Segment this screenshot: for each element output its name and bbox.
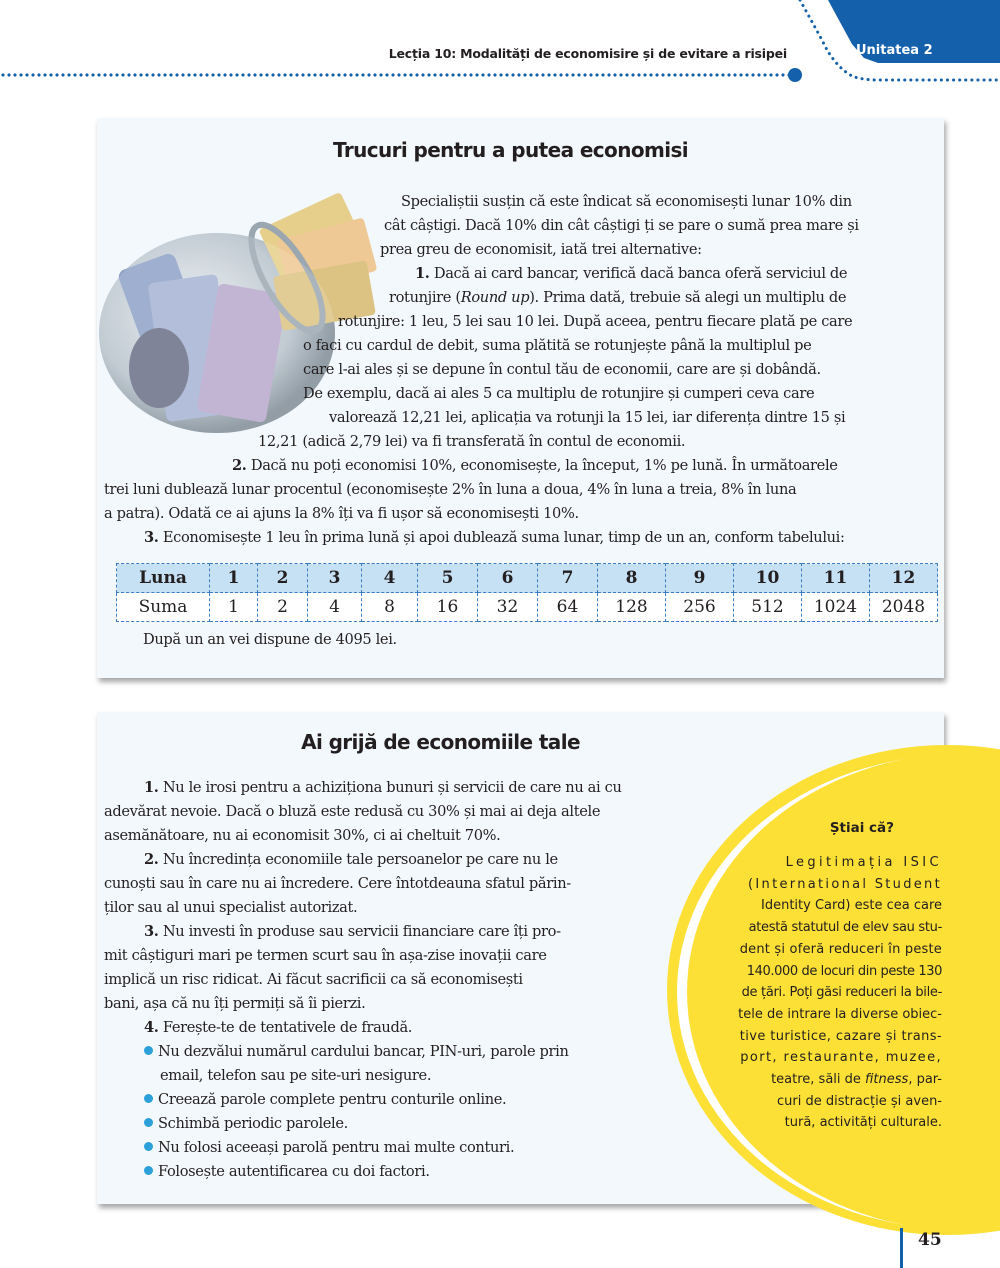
callout-line: (International Student [748,876,942,892]
tips-item-2-line-3: a patra). Odată ce ai ajuns la 8% îți va fi ușor să economisești 10%. [104,505,579,522]
text-span: , par- [908,1072,942,1088]
callout-line: tive turistice, cazare și trans- [739,1028,942,1044]
unit-label: Unitatea 2 [856,43,933,58]
month-cell: 8 [598,564,666,593]
month-cell: 9 [666,564,734,593]
callout-line [690,1069,942,1091]
care-item-3-line-4: bani, așa că nu îți permiți să îi pierzi. [104,995,366,1012]
page-number: 45 [918,1230,942,1250]
tips-line-1: Specialiștii susțin că este îndicat să economisești lunar 10% din [401,193,852,210]
tips-item-1-line-8: 12,21 (adică 2,79 lei) va fi transferată în contul de economii. [258,433,686,450]
tips-item-3-line-1 [144,526,845,550]
bullet-icon [144,1118,153,1127]
month-cell: 3 [308,564,362,593]
callout-title [700,820,940,836]
tips-item-2-line-2: trei luni dublează lunar procentul (economisește 2% în luna a doua, 4% în luna a treia, 8% în luna [104,481,797,498]
tips-line-2: cât câștigi. Dacă 10% din cât câștigi ți se pare o sumă prea mare și [384,217,859,234]
care-item-4-number: 4. [144,1019,159,1036]
care-item-3-line-1 [144,920,561,944]
amount-cell: 128 [598,593,666,622]
fraud-bullet-5 [144,1160,430,1184]
row-header-amount: Suma [117,593,210,622]
tips-item-1-line-4: o faci cu cardul de debit, suma plătită se rotunjește până la multiplul pe [303,337,812,354]
tips-title: Trucuri pentru a putea economisi [332,138,689,162]
amount-cell: 2048 [870,593,938,622]
care-item-4-line-1 [144,1016,412,1040]
callout-line: curi de distracție și aven- [777,1093,942,1109]
tips-item-2-text: Dacă nu poți economisi 10%, economisește, la început, 1% pe lună. În următoarele [250,457,838,474]
tips-line-3: prea greu de economisit, iată trei alternative: [380,241,702,258]
tips-item-1-line-3: rotunjire: 1 leu, 5 lei sau 10 lei. După aceea, pentru fiecare plată pe care [338,313,853,330]
bullet-icon [144,1094,153,1103]
text-span: teatre, săli de [771,1072,866,1088]
amount-cell: 8 [362,593,418,622]
callout-line: tele de intrare la diverse obiec- [738,1006,942,1022]
care-item-2-line-1 [144,848,558,872]
amount-cell: 32 [478,593,538,622]
care-item-1-number: 1. [144,779,159,796]
row-header-month: Luna [117,564,210,593]
tips-item-1-line-6: De exemplu, dacă ai ales 5 ca multiplu de rotunjire și cumperi ceva care [303,385,815,402]
tips-card [97,118,944,678]
tips-item-3-number: 3. [144,529,159,546]
month-cell: 2 [258,564,308,593]
callout-line: tură, activități culturale. [784,1115,942,1131]
tips-item-1-text: Dacă ai card bancar, verifică dacă banca oferă serviciul de [433,265,848,282]
tips-item-1-number: 1. [415,265,430,282]
callout-line: dent și oferă reduceri în peste [739,941,942,957]
care-item-4-text: Ferește-te de tentativele de fraudă. [162,1019,413,1036]
callout-text [690,852,942,1134]
text-span: ). Prima dată, trebuie să alegi un multiplu de [529,289,847,306]
bullet-text: Schimbă periodic parolele. [158,1115,348,1132]
care-item-1-line-1 [144,776,622,800]
bullet-text: Nu folosi aceeași parolă pentru mai multe conturi. [158,1139,515,1156]
tips-item-2-line-1 [232,454,838,478]
care-item-2-number: 2. [144,851,159,868]
amount-cell: 64 [538,593,598,622]
amount-cell: 1 [210,593,258,622]
tips-item-1-line-2 [389,286,846,310]
fraud-bullet-4 [144,1136,514,1160]
care-item-1-text: Nu le irosi pentru a achiziționa bunuri și servicii de care nu ai cu [162,779,622,796]
care-item-1-line-3: asemănătoare, nu ai economisit 30%, ci ai cheltuit 70%. [104,827,501,844]
care-item-3-number: 3. [144,923,159,940]
bullet-text: Folosește autentificarea cu doi factori. [158,1163,430,1180]
month-cell: 10 [734,564,802,593]
care-item-3-text: Nu investi în produse sau servicii financiare care îți pro- [162,923,561,940]
callout-title-text: Știai că? [829,820,894,836]
page-number-bar [900,1228,903,1268]
month-cell: 4 [362,564,418,593]
care-savings-title: Ai grijă de economiile tale [301,730,580,754]
amount-cell: 4 [308,593,362,622]
care-item-2-line-2: cunoști sau în care nu ai încredere. Cere întotdeauna sfatul părin- [104,875,571,892]
month-cell: 7 [538,564,598,593]
care-item-3-line-3: implică un risc ridicat. Ai făcut sacrificii ca să economisești [104,971,523,988]
fraud-bullet-3 [144,1112,348,1136]
month-cell: 11 [802,564,870,593]
callout-line: Legitimația ISIC [785,855,942,870]
month-cell: 12 [870,564,938,593]
table-row-amounts [117,593,938,622]
bullet-icon [144,1142,153,1151]
amount-cell: 2 [258,593,308,622]
table-row-months [117,564,938,593]
fitness-term: fitness [865,1072,909,1088]
tips-item-1-line-5: care l-ai ales și se depune în contul tău de economii, care are și dobândă. [303,361,821,378]
callout-line: 140.000 de locuri din peste 130 [746,963,942,979]
tips-conclusion: După un an vei dispune de 4095 lei. [143,631,397,648]
text-span: rotunjire ( [389,289,461,306]
bullet-text: Nu dezvălui numărul cardului bancar, PIN-uri, parole prin [158,1043,569,1060]
bullet-icon [144,1046,153,1055]
tips-item-2-number: 2. [232,457,247,474]
callout-line: atestă statutul de elev sau stu- [748,920,942,936]
amount-cell: 256 [666,593,734,622]
header-dotted-line [0,73,792,77]
month-cell: 1 [210,564,258,593]
lesson-title: Lecția 10: Modalități de economisire și de evitare a risipei [388,46,787,61]
amount-cell: 16 [418,593,478,622]
bullet-text: Creează parole complete pentru conturile online. [158,1091,507,1108]
round-up-term: Round up [460,289,530,306]
tips-item-1-line-7: valorează 12,21 lei, aplicația va rotunji la 15 lei, iar diferența dintre 15 și [329,409,846,426]
month-cell: 5 [418,564,478,593]
care-item-3-line-2: mit câștiguri mari pe termen scurt sau în așa-zise inovații care [104,947,547,964]
savings-table [116,563,938,622]
tips-item-3-text: Economisește 1 leu în prima lună și apoi dublează suma lunar, timp de un an, conform tabelului: [162,529,845,546]
fraud-bullet-2 [144,1088,506,1112]
callout-line: Identity Card) este cea care [761,898,942,914]
fraud-bullet-1 [144,1040,569,1064]
callout-line: de țări. Poți găsi reduceri la bile- [741,985,942,1001]
header-dot-end [788,68,802,82]
care-item-2-text: Nu încredința economiile tale persoanelor pe care nu le [162,851,558,868]
care-item-2-line-3: ților sau al unui specialist autorizat. [104,899,358,916]
fraud-bullet-1-cont: email, telefon sau pe site-uri nesigure. [160,1067,432,1084]
tips-item-1-line-1 [415,262,847,286]
bullet-icon [144,1166,153,1175]
month-cell: 6 [478,564,538,593]
amount-cell: 1024 [802,593,870,622]
callout-line: port, restaurante, muzee, [740,1050,942,1066]
amount-cell: 512 [734,593,802,622]
care-item-1-line-2: adevărat nevoie. Dacă o bluză este redusă cu 30% și mai ai deja altele [104,803,601,820]
